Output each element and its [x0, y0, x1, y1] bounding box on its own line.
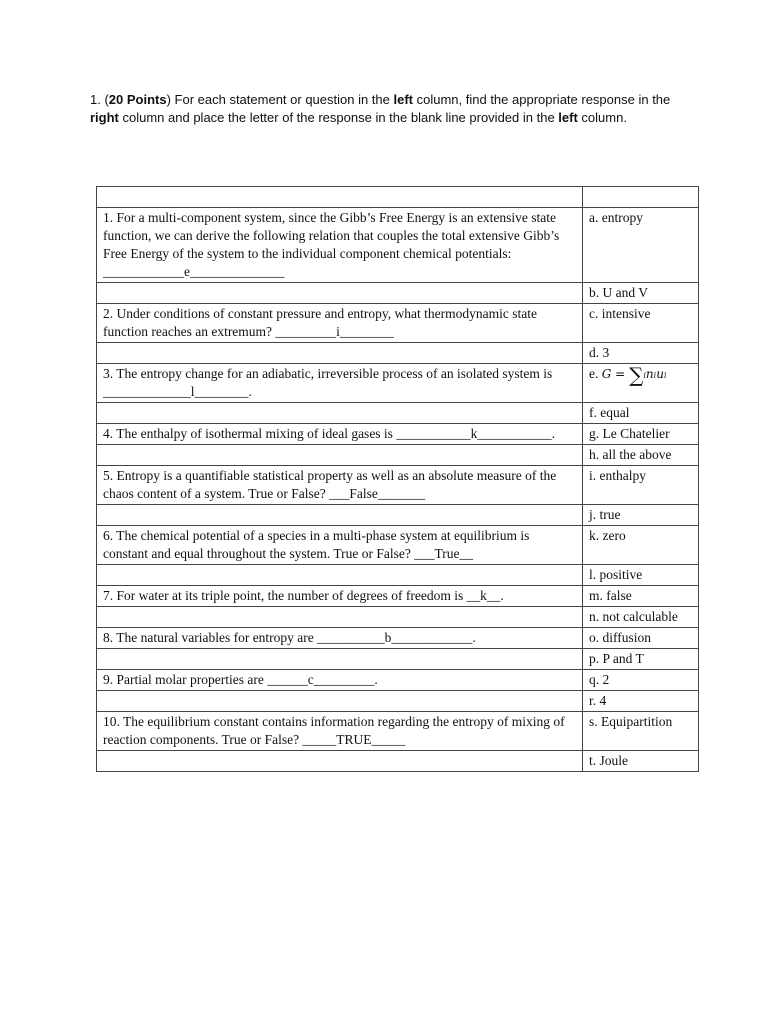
question-cell: [97, 565, 583, 586]
formula-sum: ∑: [629, 363, 644, 387]
formula-index: i: [643, 371, 646, 380]
question-cell: 8. The natural variables for entropy are __________b____________.: [97, 628, 583, 649]
answer-cell: l. positive: [583, 565, 699, 586]
question-cell: [97, 649, 583, 670]
matching-table: [96, 186, 699, 772]
question-cell: 6. The chemical potential of a species in a multi-phase system at equilibrium is constant and equal throughout the system. True or False? ___True__: [97, 526, 583, 565]
table-row: [97, 712, 699, 751]
answer-cell: t. Joule: [583, 751, 699, 772]
table-row: [97, 403, 699, 424]
question-cell: [97, 607, 583, 628]
question-cell: [97, 343, 583, 364]
answer-cell: i. enthalpy: [583, 466, 699, 505]
answer-cell: p. P and T: [583, 649, 699, 670]
table-row: [97, 208, 699, 283]
table-row: [97, 304, 699, 343]
answer-cell: [583, 187, 699, 208]
question-cell: [97, 445, 583, 466]
question-cell: 5. Entropy is a quantifiable statistical property as well as an absolute measure of the chaos content of a system. True or False? ___False_______: [97, 466, 583, 505]
table-row: [97, 445, 699, 466]
table-row: [97, 466, 699, 505]
question-cell: [97, 691, 583, 712]
question-cell: [97, 187, 583, 208]
answer-cell: f. equal: [583, 403, 699, 424]
question-cell: [97, 283, 583, 304]
answer-cell: d. 3: [583, 343, 699, 364]
answer-cell: m. false: [583, 586, 699, 607]
question-cell: [97, 505, 583, 526]
emphasis-right: right: [90, 110, 119, 125]
question-cell: 1. For a multi-component system, since the Gibb’s Free Energy is an extensive state function, we can derive the following relation that couples the total extensive Gibb’s Free Energy of the system to the individual component chemical potentials: ____________e______________: [97, 208, 583, 283]
question-cell: 7. For water at its triple point, the number of degrees of freedom is __k__.: [97, 586, 583, 607]
answer-cell: n. not calculable: [583, 607, 699, 628]
question-cell: 3. The entropy change for an adiabatic, irreversible process of an isolated system is _____________l________.: [97, 364, 583, 403]
table-row: [97, 586, 699, 607]
table-row: [97, 628, 699, 649]
answer-cell: b. U and V: [583, 283, 699, 304]
table-row: [97, 649, 699, 670]
question-cell: 2. Under conditions of constant pressure and entropy, what thermodynamic state function reaches an extremum? _________i________: [97, 304, 583, 343]
answer-cell-formula: [583, 364, 699, 403]
table-row: [97, 424, 699, 445]
answer-cell: a. entropy: [583, 208, 699, 283]
formula-equals: =: [615, 367, 626, 381]
answer-cell: o. diffusion: [583, 628, 699, 649]
formula-g: G: [601, 367, 612, 381]
table-row: [97, 364, 699, 403]
question-cell: [97, 403, 583, 424]
formula-n: n: [645, 367, 654, 381]
formula-n-index: i: [653, 371, 657, 380]
table-row: [97, 343, 699, 364]
table-row: [97, 670, 699, 691]
instruction-text: column, find the appropriate response in the: [413, 92, 671, 107]
table-row: [97, 751, 699, 772]
answer-cell: c. intensive: [583, 304, 699, 343]
question-cell: 9. Partial molar properties are ______c_________.: [97, 670, 583, 691]
instruction-text: column.: [577, 110, 627, 125]
question-cell: 4. The enthalpy of isothermal mixing of ideal gases is ___________k___________.: [97, 424, 583, 445]
table-row: [97, 187, 699, 208]
table-row: [97, 526, 699, 565]
answer-cell: q. 2: [583, 670, 699, 691]
question-cell: 10. The equilibrium constant contains information regarding the entropy of mixing of reaction components. True or False? _____TRUE_____: [97, 712, 583, 751]
answer-cell: k. zero: [583, 526, 699, 565]
emphasis-left: left: [558, 110, 578, 125]
formula-u: u: [656, 367, 664, 381]
table-row: [97, 565, 699, 586]
points-label: 20 Points: [108, 92, 167, 107]
answer-cell: j. true: [583, 505, 699, 526]
answer-cell: h. all the above: [583, 445, 699, 466]
answer-cell: s. Equipartition: [583, 712, 699, 751]
gibbs-formula: [601, 363, 667, 387]
instruction-text: ) For each statement or question in the: [166, 92, 394, 107]
table-row: [97, 283, 699, 304]
formula-u-index: i: [663, 371, 667, 380]
instructions: [90, 91, 700, 127]
answer-letter: e.: [589, 366, 599, 381]
table-row: [97, 505, 699, 526]
emphasis-left: left: [393, 92, 413, 107]
answer-cell: r. 4: [583, 691, 699, 712]
table-row: [97, 607, 699, 628]
question-number: 1. (: [90, 92, 109, 107]
question-cell: [97, 751, 583, 772]
instruction-text: column and place the letter of the response in the blank line provided in the: [118, 110, 559, 125]
answer-cell: g. Le Chatelier: [583, 424, 699, 445]
table-row: [97, 691, 699, 712]
